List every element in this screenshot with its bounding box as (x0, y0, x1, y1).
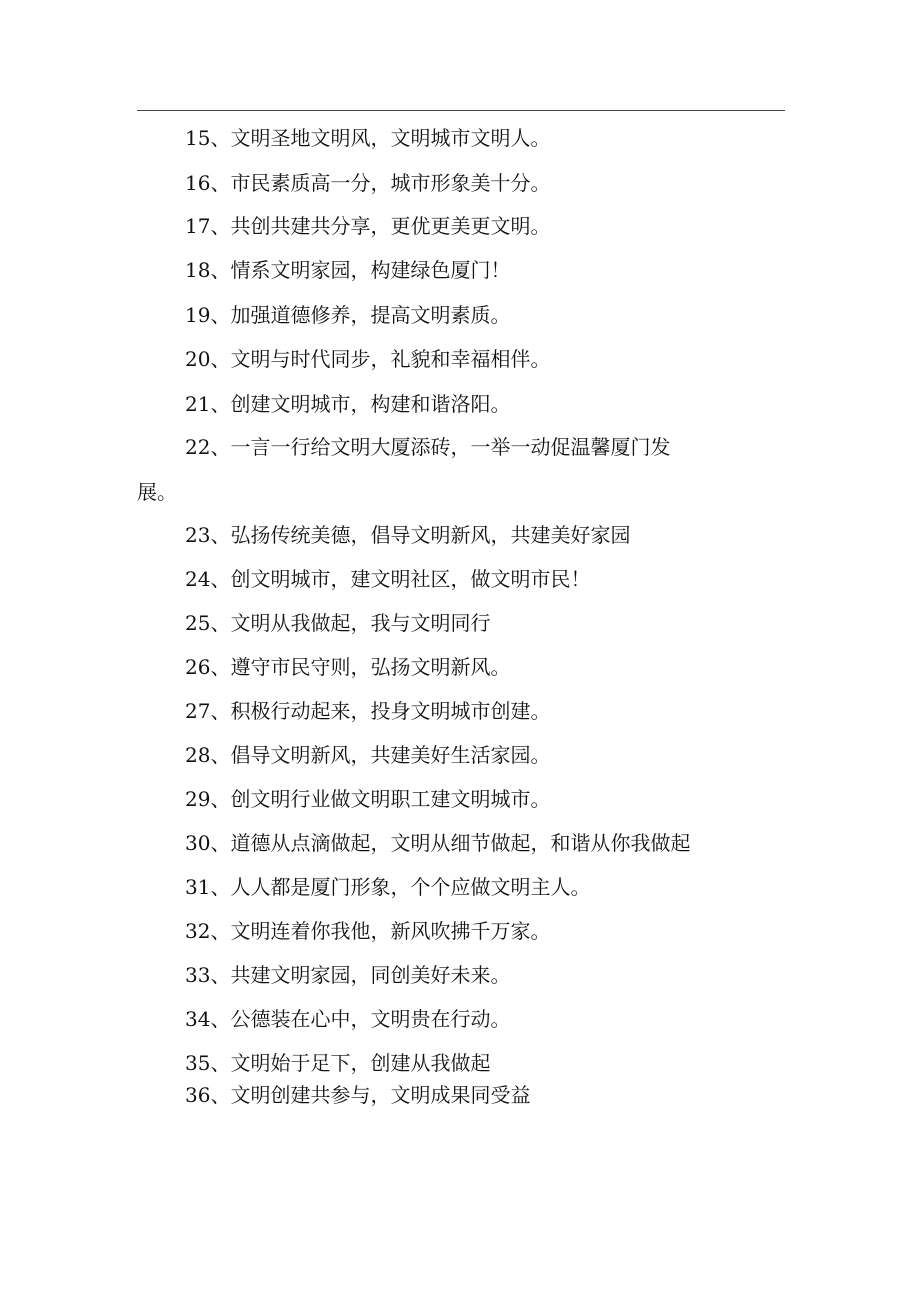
slogan-item (137, 913, 787, 949)
item-number: 35 (185, 1051, 211, 1075)
slogan-item (137, 429, 787, 510)
item-text: 、文明始于足下，创建从我做起 (210, 1051, 491, 1075)
item-number: 28 (185, 743, 211, 767)
item-number: 19 (185, 303, 211, 327)
slogan-item (137, 1045, 787, 1081)
item-text: 、共建文明家园，同创美好未来。 (210, 963, 511, 987)
item-number: 15 (185, 126, 211, 150)
item-number: 29 (185, 787, 211, 811)
slogan-item (137, 208, 787, 244)
slogan-item (137, 252, 787, 288)
item-text: 、情系文明家园，构建绿色厦门！ (210, 258, 511, 282)
item-text: 、公德装在心中，文明贵在行动。 (210, 1007, 511, 1031)
item-text: 、共创共建共分享，更优更美更文明。 (210, 214, 551, 238)
header-rule (137, 110, 785, 111)
slogan-item (137, 1001, 787, 1037)
item-number: 23 (185, 523, 211, 547)
slogan-item (137, 825, 787, 861)
item-text: 、文明创建共参与，文明成果同受益 (210, 1083, 531, 1107)
item-number: 16 (185, 171, 211, 195)
item-text: 、弘扬传统美德，倡导文明新风，共建美好家园 (210, 523, 631, 547)
item-text: 、创建文明城市，构建和谐洛阳。 (210, 392, 511, 416)
slogan-item (137, 693, 787, 729)
slogan-item (137, 869, 787, 905)
item-number: 34 (185, 1007, 211, 1031)
item-number: 26 (185, 655, 211, 679)
item-number: 25 (185, 611, 211, 635)
item-text: 、文明连着你我他，新风吹拂千万家。 (210, 919, 551, 943)
item-text-continuation: 展。 (137, 480, 177, 504)
item-number: 33 (185, 963, 211, 987)
item-number: 30 (185, 831, 211, 855)
item-text: 、加强道德修养，提高文明素质。 (210, 303, 511, 327)
slogan-item (137, 341, 787, 377)
slogan-item (137, 649, 787, 685)
item-number: 22 (185, 435, 211, 459)
slogan-item (137, 605, 787, 641)
slogan-item (137, 737, 787, 773)
item-number: 18 (185, 258, 211, 282)
item-number: 36 (185, 1083, 211, 1107)
item-text: 、文明圣地文明风，文明城市文明人。 (210, 126, 551, 150)
slogan-item (137, 386, 787, 422)
item-number: 32 (185, 919, 211, 943)
slogan-item (137, 297, 787, 333)
item-text: 、创文明城市，建文明社区，做文明市民！ (210, 567, 591, 591)
item-text: 、文明从我做起，我与文明同行 (210, 611, 491, 635)
item-number: 21 (185, 392, 211, 416)
item-text: 、创文明行业做文明职工建文明城市。 (210, 787, 551, 811)
slogan-item (137, 517, 787, 553)
item-text: 、一言一行给文明大厦添砖，一举一动促温馨厦门发 (210, 435, 671, 459)
item-text: 、道德从点滴做起，文明从细节做起，和谐从你我做起 (210, 831, 691, 855)
item-text: 、市民素质高一分，城市形象美十分。 (210, 171, 551, 195)
slogan-item (137, 561, 787, 597)
item-text: 、人人都是厦门形象，个个应做文明主人。 (210, 875, 591, 899)
slogan-item (137, 120, 787, 156)
item-text: 、倡导文明新风，共建美好生活家园。 (210, 743, 551, 767)
slogan-item (137, 957, 787, 993)
item-number: 20 (185, 347, 211, 371)
item-text: 、积极行动起来，投身文明城市创建。 (210, 699, 551, 723)
item-number: 31 (185, 875, 211, 899)
item-text: 、文明与时代同步，礼貌和幸福相伴。 (210, 347, 551, 371)
item-number: 17 (185, 214, 211, 238)
slogan-item (137, 1077, 787, 1113)
item-number: 27 (185, 699, 211, 723)
item-text: 、遵守市民守则，弘扬文明新风。 (210, 655, 511, 679)
slogan-item (137, 165, 787, 201)
slogan-item (137, 781, 787, 817)
item-number: 24 (185, 567, 211, 591)
